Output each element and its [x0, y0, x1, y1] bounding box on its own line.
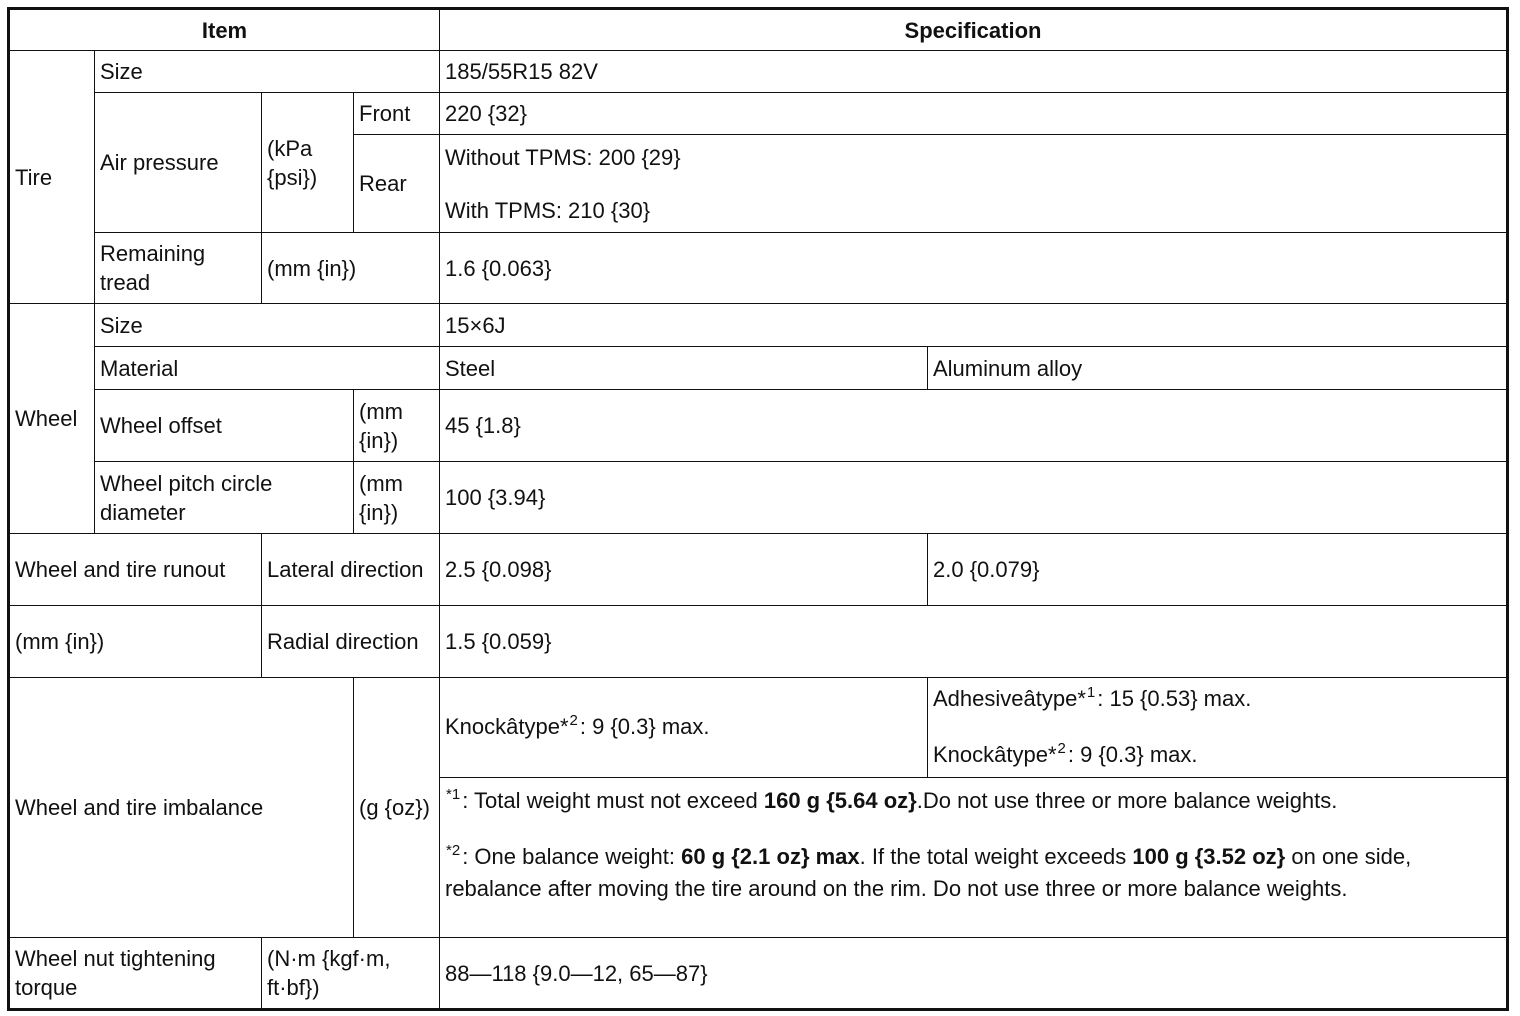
knock-type-text: Knockâtype*: [933, 741, 1057, 767]
wheel-group-label: Wheel: [9, 304, 95, 534]
tire-group-label: Tire: [9, 51, 95, 304]
tire-size-value: 185/55R15 82V: [440, 51, 1508, 93]
torque-label: Wheel nut tightening torque: [9, 938, 262, 1010]
note-1-bold: 160 g {5.64 oz}: [763, 788, 917, 813]
note-1-text: : Total weight must not exceed: [462, 788, 764, 813]
imbalance-notes: [440, 778, 1508, 938]
runout-radial-row: [9, 606, 1508, 678]
adhesive-value-text: : 15 {0.53} max.: [1097, 685, 1252, 711]
offset-label: Wheel offset: [95, 390, 354, 462]
tread-unit: (mm {in}): [262, 233, 440, 304]
wheel-material-row: [9, 347, 1508, 390]
imbalance-label: Wheel and tire imbalance: [9, 678, 354, 938]
note-1: [445, 786, 1501, 818]
material-steel: Steel: [440, 347, 928, 390]
imbalance-values-row: [9, 678, 1508, 778]
wheel-size-value: 15×6J: [440, 304, 1508, 347]
spacer: [445, 172, 1501, 196]
steel-value-text: : 9 {0.3} max.: [579, 713, 710, 739]
spec-table-container: [7, 7, 1509, 1011]
tire-front-pressure-row: [9, 93, 1508, 135]
front-label: Front: [354, 93, 440, 135]
pcd-value: 100 {3.94}: [440, 462, 1508, 534]
steel-type-text: Knockâtype*: [445, 713, 569, 739]
wheel-size-label: Size: [95, 304, 440, 347]
rear-without-tpms: Without TPMS: 200 {29}: [445, 144, 681, 170]
material-label: Material: [95, 347, 440, 390]
offset-value: 45 {1.8}: [440, 390, 1508, 462]
specification-table: [7, 7, 1509, 1011]
torque-unit: (N·m {kgf·m, ft·bf}): [262, 938, 440, 1010]
tread-value: 1.6 {0.063}: [440, 233, 1508, 304]
rear-pressure-value: [440, 135, 1508, 233]
adhesive-type-text: Adhesiveâtype*: [933, 685, 1086, 711]
pcd-unit: (mm {in}): [354, 462, 440, 534]
imbalance-steel-value: [440, 678, 928, 778]
wheel-size-row: [9, 304, 1508, 347]
note-2-text-mid: . If the total weight exceeds: [859, 844, 1133, 869]
tire-size-row: [9, 51, 1508, 93]
material-alloy: Aluminum alloy: [928, 347, 1508, 390]
runout-label: Wheel and tire runout: [9, 534, 262, 606]
torque-row: [9, 938, 1508, 1010]
wheel-pcd-row: [9, 462, 1508, 534]
note-1-text-end: .Do not use three or more balance weights.: [916, 788, 1338, 813]
offset-unit: (mm {in}): [354, 390, 440, 462]
lateral-steel-value: 2.5 {0.098}: [440, 534, 928, 606]
note-2-text-end: on one side, rebalance after moving the tire around on the rim. Do not use three or more balance weights.: [445, 844, 1412, 901]
air-pressure-unit: (kPa {psi}): [262, 93, 354, 233]
rear-with-tpms: With TPMS: 210 {30}: [445, 197, 651, 223]
header-row: [9, 9, 1508, 51]
note-2-text: : One balance weight:: [462, 844, 682, 869]
runout-lateral-row: [9, 534, 1508, 606]
spacer: [445, 818, 1501, 842]
note-2-marker: *2: [446, 842, 461, 859]
rear-label: Rear: [354, 135, 440, 233]
footnote-ref: 2: [1057, 739, 1066, 757]
alloy-adhesive-line: [933, 684, 1501, 716]
note-2-bold-b: 100 g {3.52 oz}: [1132, 844, 1286, 869]
radial-label: Radial direction: [262, 606, 440, 678]
tire-size-label: Size: [95, 51, 440, 93]
footnote-ref: 1: [1086, 683, 1096, 701]
lateral-label: Lateral direction: [262, 534, 440, 606]
note-2: [445, 842, 1501, 903]
radial-value: 1.5 {0.059}: [440, 606, 1508, 678]
imbalance-alloy-value: [928, 678, 1508, 778]
lateral-alloy-value: 2.0 {0.079}: [928, 534, 1508, 606]
pcd-label: Wheel pitch circle diameter: [95, 462, 354, 534]
imbalance-unit: (g {oz}): [354, 678, 440, 938]
footnote-ref: 2: [569, 711, 578, 729]
knock-value-text: : 9 {0.3} max.: [1067, 741, 1198, 767]
tread-label: Remaining tread: [95, 233, 262, 304]
runout-unit: (mm {in}): [9, 606, 262, 678]
front-pressure-value: 220 {32}: [440, 93, 1508, 135]
header-specification: Specification: [440, 9, 1508, 51]
note-2-bold-a: 60 g {2.1 oz} max: [681, 844, 860, 869]
note-1-marker: *1: [446, 786, 461, 803]
air-pressure-label: Air pressure: [95, 93, 262, 233]
header-item: Item: [9, 9, 440, 51]
spacer: [933, 716, 1501, 740]
wheel-offset-row: [9, 390, 1508, 462]
tire-tread-row: [9, 233, 1508, 304]
torque-value: 88—118 {9.0—12, 65—87}: [440, 938, 1508, 1010]
alloy-knock-line: [933, 740, 1501, 772]
